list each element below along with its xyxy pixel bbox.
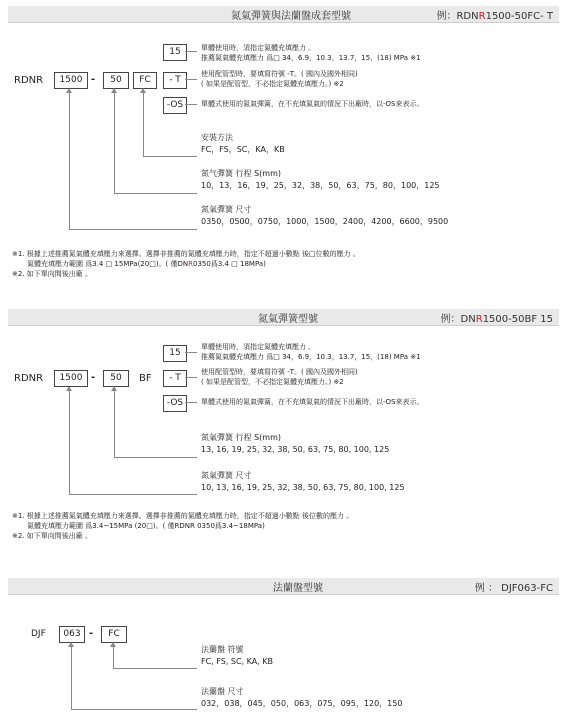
section1-desc-15-line2: 推薦氮氣體充填壓力 爲□ 34，6.9，10.3，13.7，15，(18) MPa ※1 (201, 54, 421, 62)
section1-header-bar (8, 6, 559, 23)
section2-size-label: 氮氣彈簧 尺寸 (201, 471, 252, 480)
section2-piping-box: - T (163, 370, 187, 387)
section3-connector (113, 646, 114, 669)
section2-bf-label: BF (139, 373, 152, 384)
section1-pressure-box: 15 (163, 44, 187, 61)
section1-connector (185, 104, 197, 105)
section2-note2: ※2. 如下單向間後出廠 。 (12, 532, 92, 540)
section1-connector (185, 51, 197, 52)
arrow-up-icon (66, 88, 72, 93)
section2-note1-line2: 氮體充填壓力範圍 爲3.4~15MPa (20□)。( 僅RDNR 0350爲3.4~18MPa) (27, 522, 265, 530)
section2-example: 例：DNR1500-50BF 15 (440, 314, 553, 325)
section2-model-prefix: RDNR (14, 373, 44, 384)
section1-stroke-length-box: 50 (103, 72, 129, 89)
section1-desc-t-line2: ( 如果是配管型，不必指定氮體充填壓力。) ※2 (201, 80, 344, 88)
section2-connector (185, 377, 197, 378)
section3-model-prefix: DJF (31, 629, 46, 639)
section1-size-label: 氮氣彈簧 尺寸 (201, 205, 252, 214)
section1-example: 例：RDNR1500-50FC- T (436, 11, 553, 22)
section3-title: 法蘭盤型號 (273, 583, 323, 594)
section1-note2: ※2. 如下單向間後出廠 。 (12, 270, 92, 278)
section1-dash: - (91, 74, 96, 85)
section2-header-bar (8, 309, 559, 326)
arrow-up-icon (66, 386, 72, 391)
section1-mount-values: FC，FS，SC，KA，KB (201, 145, 285, 154)
section1-note1-line2: 氮體充填壓力範圍 爲3.4 □ 15MPa(20□)。( 僅DNR0350爲3.4 □ 18MPa) (27, 260, 266, 268)
section1-os-box: -OS (163, 97, 187, 114)
section2-stroke-box: 1500 (54, 370, 88, 387)
section2-connector (69, 390, 70, 495)
section1-note1-line1: ※1. 根據上述推薦氮氣體充填壓力來選擇。選擇非推薦的氮體充填壓力時，指定不超過小數點 後□位數的壓力 。 (12, 250, 360, 258)
section1-desc-os: 單體式使用的氮氣彈簧，在不充填氮氣的情況下出廠時，以-OS來表示。 (201, 100, 424, 108)
section3-size-label: 法蘭盤 尺寸 (201, 687, 244, 696)
section2-connector (69, 494, 197, 495)
section1-connector (185, 79, 197, 80)
section1-stroke-box: 1500 (54, 72, 88, 89)
section3-size-values: 032，038，045，050，063，075，095，120，150 (201, 699, 403, 708)
section3-dash: - (89, 628, 94, 639)
section1-stroke-label: 氮气彈簧 行程 S(mm) (201, 169, 281, 178)
section2-desc-os: 單體式使用的氮氣彈簧，在不充填氮氣的情況下出廠時，以-OS來表示。 (201, 398, 424, 406)
section3-connector (71, 646, 72, 710)
section1-connector (69, 229, 197, 230)
section3-example: 例 ： DJF063-FC (474, 583, 553, 594)
section1-desc-t-line1: 使用配管型時，要填寫符號 -T。( 國內及國外相同) (201, 70, 358, 78)
section1-size-values: 0350，0500，0750，1000，1500，2400，4200，6600，9500 (201, 217, 449, 226)
section3-connector (113, 668, 197, 669)
section2-pressure-box: 15 (163, 345, 187, 362)
arrow-up-icon (140, 88, 146, 93)
section3-size-box: 063 (59, 626, 85, 643)
section1-stroke-values: 10，13，16，19，25，32，38，50，63，75，80，100，125 (201, 181, 440, 190)
section1-model-prefix: RDNR (14, 75, 44, 86)
section1-piping-box: - T (163, 72, 187, 89)
section3-mount-values: FC, FS, SC, KA, KB (201, 657, 274, 666)
section1-connector (114, 92, 115, 194)
section3-mount-box: FC (101, 626, 127, 643)
section1-desc-15-line1: 單體使用時，須指定氮體充填壓力 。 (201, 44, 316, 52)
section2-connector (185, 402, 197, 403)
section1-title: 氮氣彈簧與法蘭盤成套型號 (231, 11, 351, 22)
section3-connector (71, 709, 197, 710)
section1-connector (143, 156, 197, 157)
section2-desc-15-line2: 推薦氮氣體充填壓力 爲□ 34，6.9，10.3，13.7，15，(18) MPa ※1 (201, 353, 421, 361)
section2-note1-line1: ※1. 根據上述推薦氮氣體充填壓力來選擇。選擇非推薦的氮體充填壓力時，指定不超過小數點 後位數的壓力 。 (12, 512, 354, 520)
section2-desc-15-line1: 單體使用時，須指定氮體充填壓力 。 (201, 343, 316, 351)
section1-mount-box: FC (133, 72, 157, 89)
section2-connector (185, 352, 197, 353)
arrow-up-icon (68, 642, 74, 647)
section1-mount-label: 安裝方法 (201, 133, 233, 142)
arrow-up-icon (111, 88, 117, 93)
arrow-up-icon (110, 642, 116, 647)
section2-desc-t-line2: ( 如果是配管型，不必指定氮體充填壓力。) ※2 (201, 378, 344, 386)
section2-connector (114, 457, 197, 458)
section3-header-bar (8, 578, 559, 595)
section2-title: 氮氣彈簧型號 (258, 314, 318, 325)
section3-mount-label: 法蘭盤 符號 (201, 645, 244, 654)
section2-stroke-length-box: 50 (103, 370, 129, 387)
section2-size-values: 10, 13, 16, 19, 25, 32, 38, 50, 63, 75, 80, 100, 125 (201, 483, 405, 492)
section1-connector (69, 92, 70, 230)
section2-connector (114, 390, 115, 458)
section1-connector (114, 193, 197, 194)
section2-stroke-label: 氮氣彈簧 行程 S(mm) (201, 433, 281, 442)
section2-desc-t-line1: 使用配管型時，要填寫符號 -T。( 國內及國外相同) (201, 368, 358, 376)
section2-dash: - (91, 372, 96, 383)
section1-connector (143, 92, 144, 157)
arrow-up-icon (111, 386, 117, 391)
section2-stroke-values: 13, 16, 19, 25, 32, 38, 50, 63, 75, 80, 100, 125 (201, 445, 390, 454)
section2-os-box: -OS (163, 395, 187, 412)
